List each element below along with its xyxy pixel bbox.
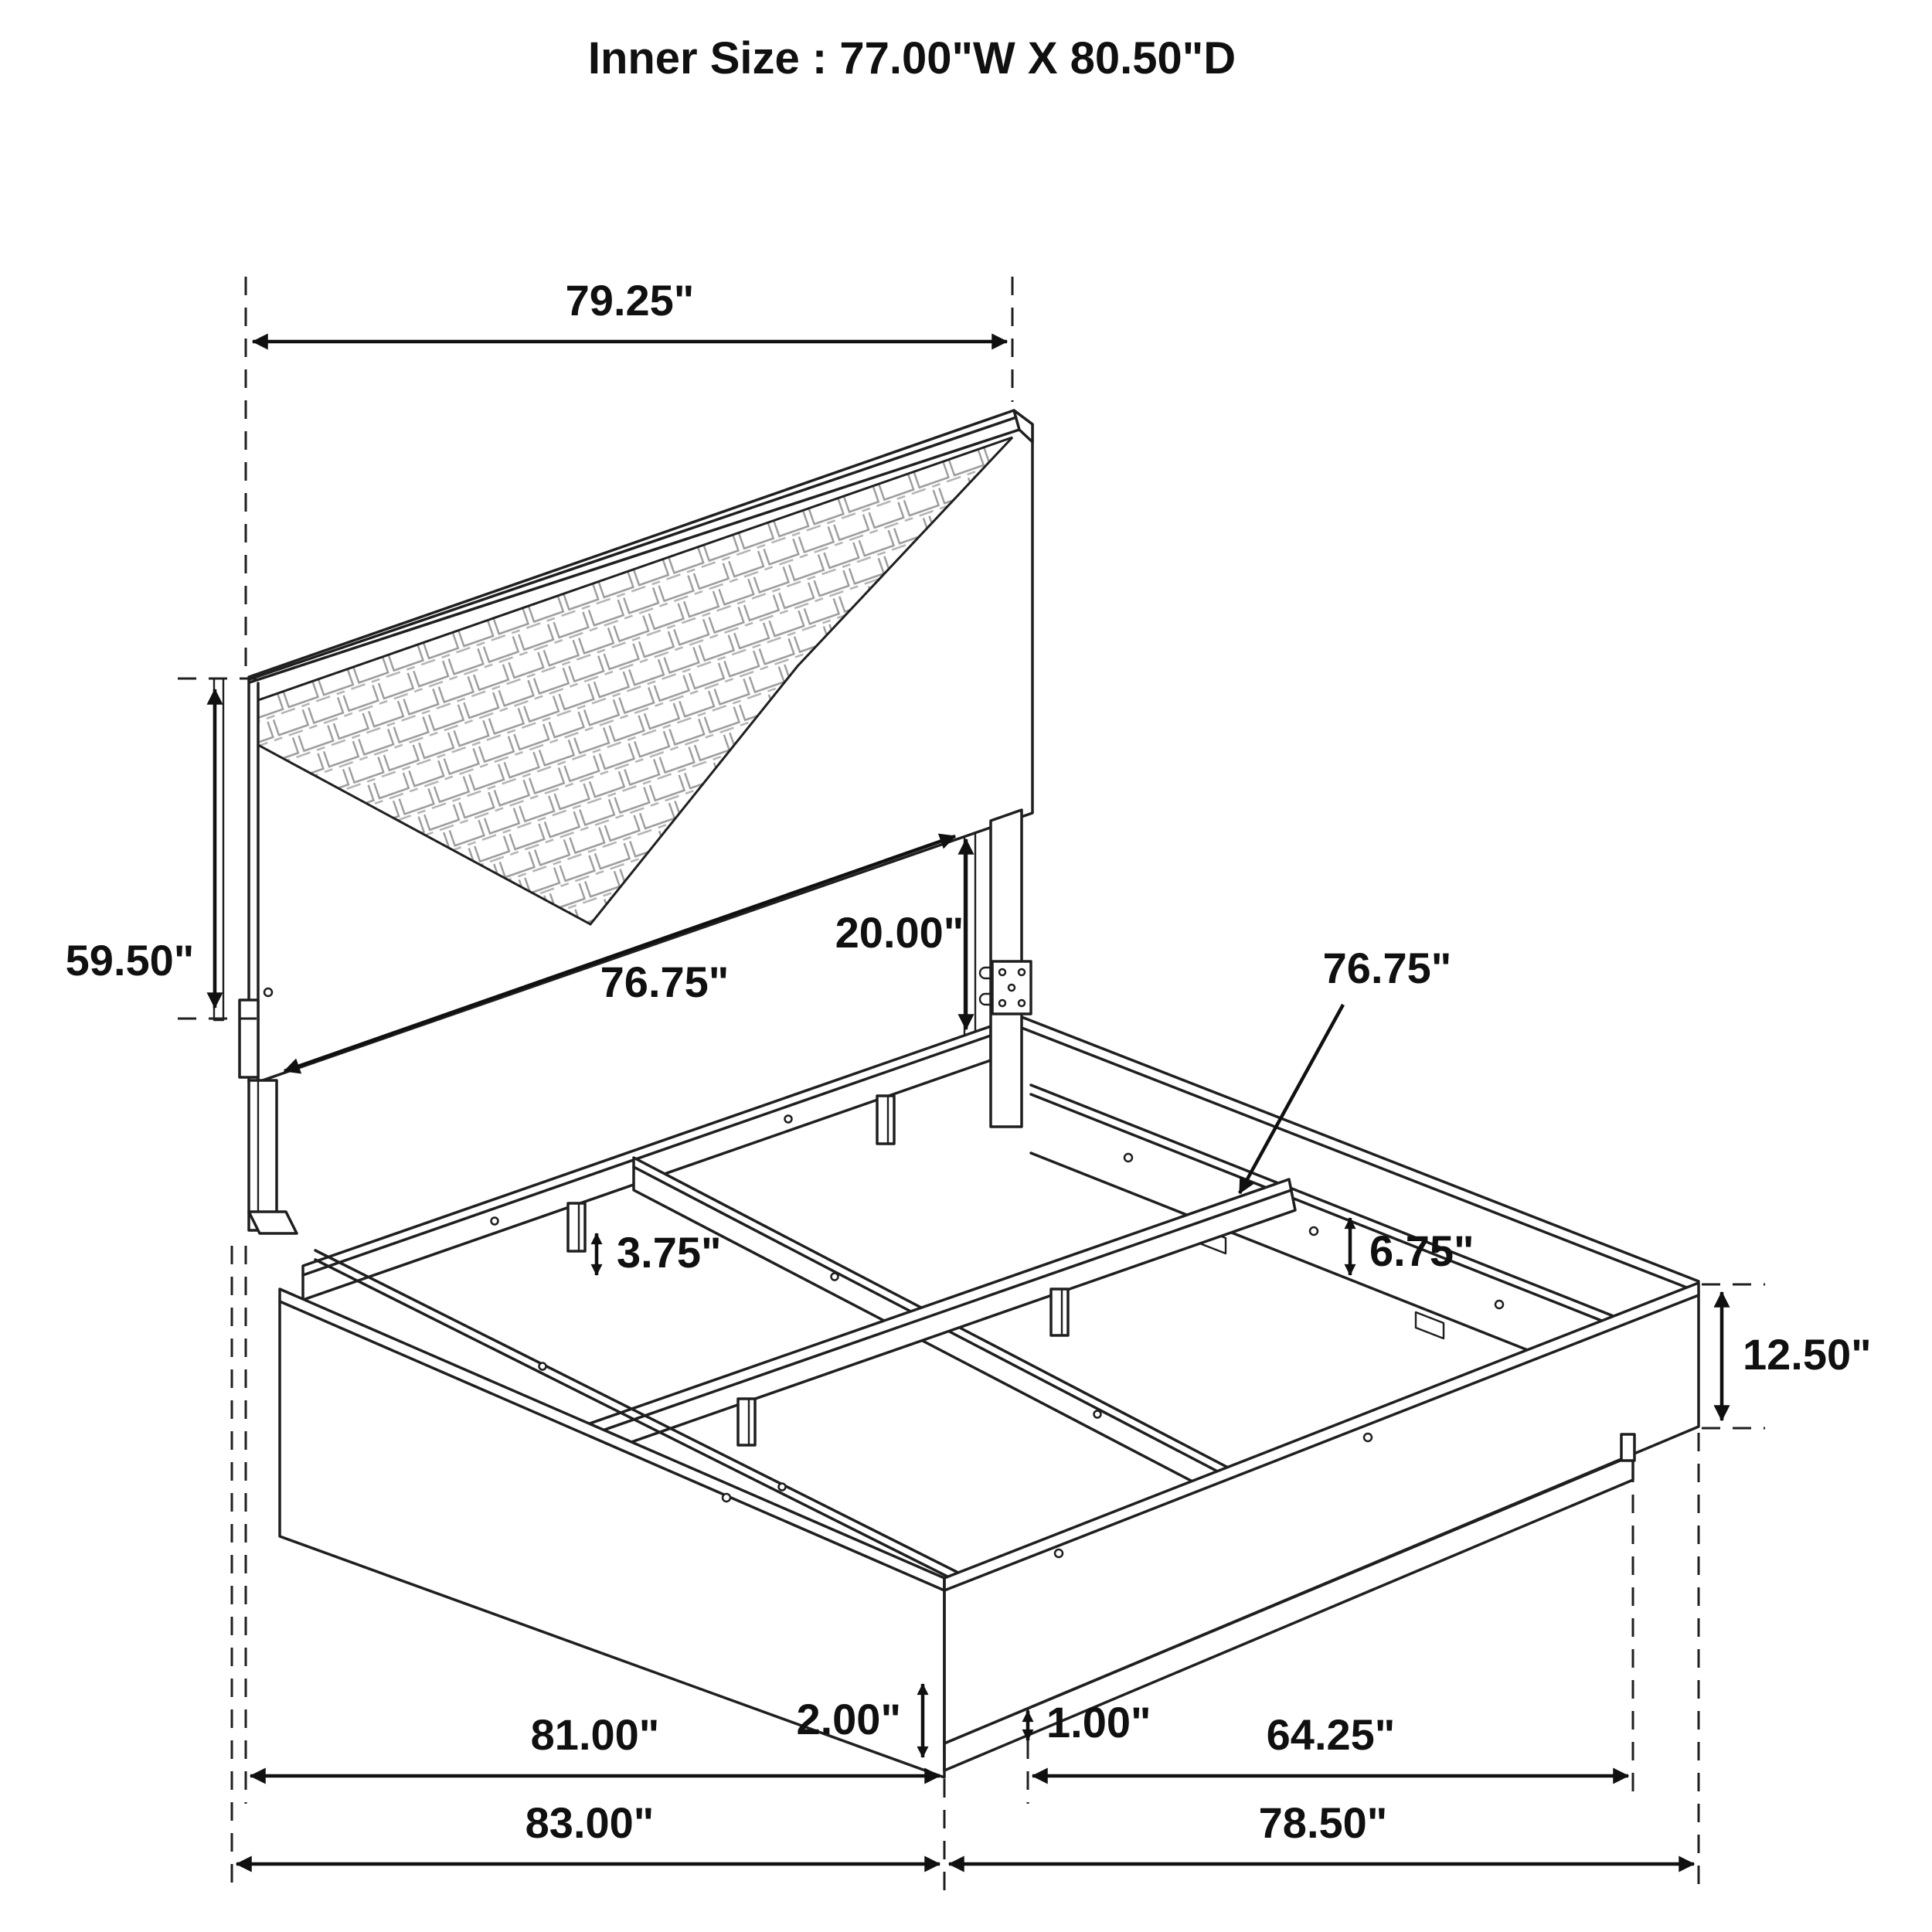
rail-hole: [1495, 1301, 1503, 1308]
screw-hole: [264, 988, 272, 996]
headboard-right-leg: [980, 810, 1031, 1127]
dim-label-center-rail: 76.75": [1322, 944, 1452, 992]
leg-notch: [240, 1000, 258, 1077]
mounting-bracket: [980, 961, 1031, 1014]
dim-label-headboard-width: 79.25": [565, 276, 695, 325]
page-title: Inner Size : 77.00"W X 80.50"D: [587, 33, 1236, 83]
dim-label-leg-height: 3.75": [617, 1228, 722, 1277]
dim-label-inner-length: 81.00": [530, 1710, 660, 1759]
dim-label-headboard-height: 59.50": [65, 936, 195, 985]
dim-label-inner-width: 64.25": [1266, 1710, 1396, 1759]
dim-label-overall-width: 78.50": [1258, 1798, 1388, 1847]
rail-hole: [1124, 1154, 1132, 1162]
dim-label-support-height: 6.75": [1369, 1226, 1475, 1275]
dim-label-panel-to-rail: 20.00": [835, 908, 964, 957]
dim-label-plinth: 1.00": [1046, 1698, 1151, 1747]
dim-label-corner-base: 2.00": [796, 1695, 901, 1743]
dim-label-overall-length: 83.00": [525, 1798, 655, 1847]
leader-center-rail: [1240, 1005, 1343, 1193]
dim-label-footboard-height: 12.50": [1743, 1330, 1872, 1379]
footboard-right-foot: [1621, 1434, 1634, 1461]
rail-hole: [1310, 1227, 1318, 1235]
dim-label-panel-width: 76.75": [600, 957, 730, 1006]
